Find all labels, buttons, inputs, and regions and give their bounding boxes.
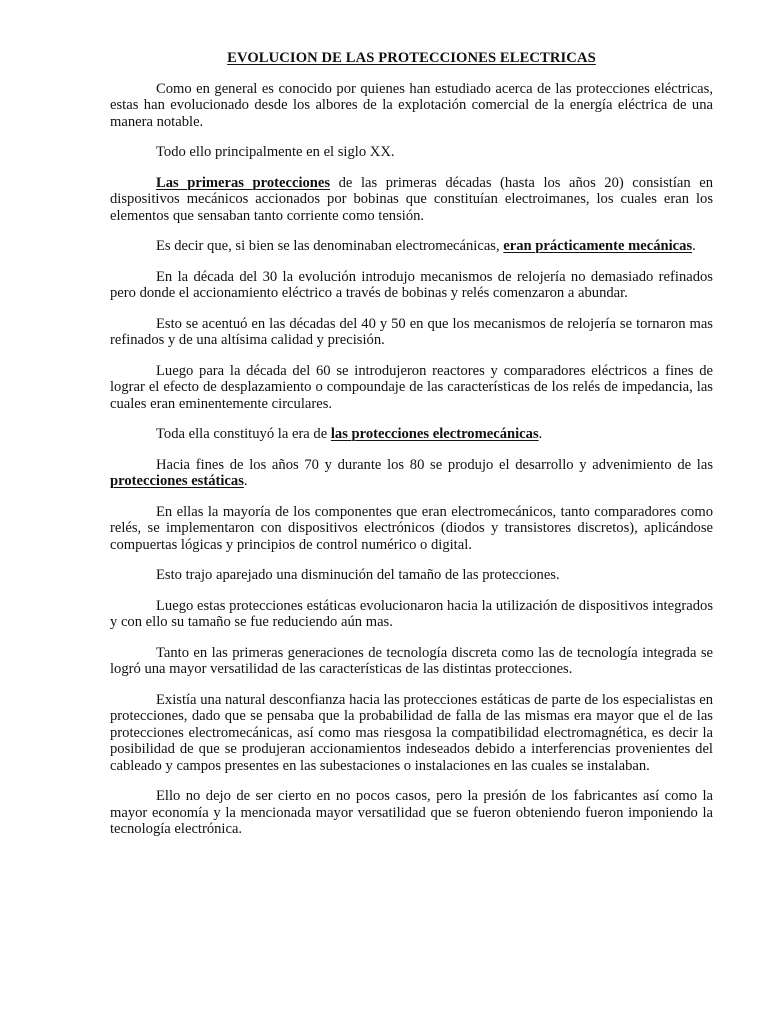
paragraph-5: En la década del 30 la evolución introdujo mecanismos de relojería no demasiado refinados pero donde el accionamiento eléctrico a través de bobinas y relés comenzaron a abundar.: [110, 268, 713, 301]
paragraph-11: Esto trajo aparejado una disminución del tamaño de las protecciones.: [156, 567, 560, 583]
document-title: EVOLUCION DE LAS PROTECCIONES ELECTRICAS: [227, 50, 596, 66]
emphasis-protecciones-electromecanicas: las protecciones electromecánicas: [330, 426, 539, 442]
paragraph-10: En ellas la mayoría de los componentes que eran electromecánicos, tanto comparadores como relés, se implementaron con dispositivos electrónicos (diodos y transistores discretos), aplicándose compuertas lógicas y principios de control numérico o digital.: [110, 503, 713, 553]
paragraph-15: Ello no dejo de ser cierto en no pocos casos, pero la presión de los fabricantes así como la mayor economía y la mencionada mayor versatilidad que se fueron obteniendo fueron imponiendo la tecnología electrónica.: [110, 788, 713, 837]
paragraph-9-text: Hacia fines de los años 70 y durante los 80 se produjo el desarrollo y advenimiento de las: [156, 456, 713, 473]
paragraph-8-text: Toda ella constituyó la era de: [156, 426, 331, 442]
paragraph-8: [110, 426, 713, 443]
paragraph-2: Todo ello principalmente en el siglo XX.: [156, 144, 395, 160]
paragraph-9-end: .: [243, 473, 248, 489]
paragraph-4: [110, 238, 713, 255]
paragraph-14: Existía una natural desconfianza hacia las protecciones estáticas de parte de los especialistas en protecciones, dado que se pensaba que la probabilidad de falla de las mismas era mayor que el de las protecciones electromecánicas, así como mas riesgosa la compatibilidad electromagnética, es decir la posibilidad de que se produjeran accionamientos indeseados debido a interferencias provenientes del cableado y campos presentes en las subestaciones o instalaciones en las cuales se instalaban.: [110, 691, 713, 774]
paragraph-8-end: .: [538, 426, 543, 442]
paragraph-1: Como en general es conocido por quienes han estudiado acerca de las protecciones eléctricas, estas han evolucionado desde los albores de la explotación comercial de la energía eléctrica de una manera notable.: [110, 80, 713, 130]
paragraph-3-text: de las primeras décadas (hasta los años 20) consistían en dispositivos mecánicos accionados por bobinas que constituían electroimanes, los cuales eran los elementos que sensaban tanto corriente como tensión.: [110, 174, 713, 224]
emphasis-practicamente-mecanicas: eran prácticamente mecánicas: [503, 238, 693, 254]
paragraph-4-text: Es decir que, si bien se las denominaban electromecánicas,: [156, 238, 504, 254]
paragraph-3: [110, 175, 713, 225]
emphasis-primeras-protecciones: Las primeras protecciones: [156, 174, 331, 191]
paragraph-12: Luego estas protecciones estáticas evolucionaron hacia la utilización de dispositivos integrados y con ello su tamaño se fue reduciendo aún mas.: [110, 597, 713, 630]
paragraph-6: Esto se acentuó en las décadas del 40 y 50 en que los mecanismos de relojería se tornaron mas refinados y de una altísima calidad y precisión.: [110, 315, 713, 348]
emphasis-protecciones-estaticas: protecciones estáticas: [110, 473, 244, 489]
paragraph-9: [110, 457, 713, 490]
paragraph-4-end: .: [692, 238, 696, 254]
paragraph-7: Luego para la década del 60 se introdujeron reactores y comparadores eléctricos a fines de lograr el efecto de desplazamiento o compoundaje de las características de los relés de impedancia, las cuales eran eminentemente circulares.: [110, 362, 713, 412]
document-page: [110, 50, 713, 838]
paragraph-13: Tanto en las primeras generaciones de tecnología discreta como las de tecnología integrada se logró una mayor versatilidad de las características de las distintas protecciones.: [110, 644, 713, 677]
